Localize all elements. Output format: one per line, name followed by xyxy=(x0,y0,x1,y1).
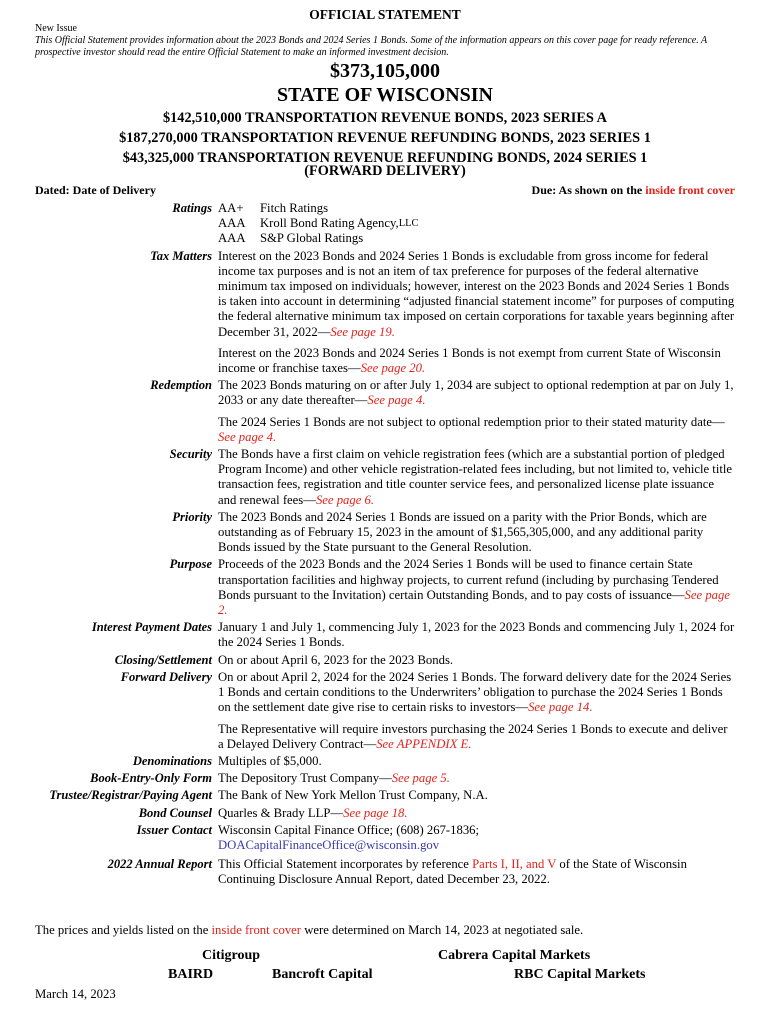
interest-dates-label: Interest Payment Dates xyxy=(91,620,212,635)
appendix-e-link[interactable]: See APPENDIX E. xyxy=(376,736,472,751)
purpose-value xyxy=(218,557,735,618)
tax-text: Interest on the 2023 Bonds and 2024 Series 1 Bonds is excludable from gross income for federal income tax purposes and is not an item of tax preference for purposes of the federal alternative minimum tax imposed on individuals; however, interest on the 2023 Bonds and 2024 Series 1 Bonds is taken into account in determining “adjusted financial statement income” for purposes of computing the federal alternative minimum tax imposed on certain corporations for taxable years beginning after December 31, 2022— xyxy=(218,248,735,339)
denominations-value: Multiples of $5,000. xyxy=(218,753,322,768)
book-entry-row xyxy=(20,771,735,786)
forward-delivery-row xyxy=(20,670,735,752)
tax-state-text: Interest on the 2023 Bonds and 2024 Series 1 Bonds is not exempt from current State of Wisconsin income or franchise taxes— xyxy=(218,345,721,376)
rating-item xyxy=(218,231,735,246)
bond-counsel-label: Bond Counsel xyxy=(138,805,212,820)
statement-date: March 14, 2023 xyxy=(35,987,116,1001)
total-amount: $373,105,000 xyxy=(330,60,440,82)
denominations-row xyxy=(20,754,735,769)
interest-dates-row xyxy=(20,620,735,650)
issuer-contact-text: Wisconsin Capital Finance Office; (608) 267-1836; xyxy=(218,822,480,837)
annual-report-label: 2022 Annual Report xyxy=(107,857,212,872)
series-list xyxy=(0,108,770,168)
trustee-value: The Bank of New York Mellon Trust Company, N.A. xyxy=(218,788,488,803)
rating-agency: Kroll Bond Rating Agency, xyxy=(260,216,399,231)
annual-report-row xyxy=(20,857,735,887)
prices-yields-note xyxy=(35,923,583,938)
forward-delivery-page-link[interactable]: See page 14 xyxy=(528,700,590,715)
purpose-page-link[interactable]: See page 2. xyxy=(218,587,730,618)
series-item: $142,510,000 TRANSPORTATION REVENUE BONDS, 2023 SERIES A xyxy=(163,110,607,126)
rating-agency: S&P Global Ratings xyxy=(260,231,364,246)
issuer-contact-row xyxy=(20,823,735,853)
forward-delivery-label: Forward Delivery xyxy=(120,669,212,684)
rating-item xyxy=(218,216,735,231)
denominations-label: Denominations xyxy=(132,753,212,768)
series-item: $43,325,000 TRANSPORTATION REVENUE REFUNDING BONDS, 2024 SERIES 1 xyxy=(122,150,648,166)
annual-report-text: This Official Statement incorporates by reference xyxy=(218,857,473,872)
document-title: OFFICIAL STATEMENT xyxy=(309,7,461,22)
ratings-row xyxy=(20,201,735,247)
annual-report-text-end: of the State of Wisconsin Continuing Disclosure Annual Report, dated December 23, 2022. xyxy=(218,857,687,887)
book-entry-text: The Depository Trust Company— xyxy=(218,771,392,786)
tax-matters-value xyxy=(218,249,735,377)
interest-dates-value: January 1 and July 1, commencing July 1, 2023 for the 2023 Bonds and commencing July 1, 2024 for the 2024 Series 1 Bonds. xyxy=(218,620,735,650)
issuer-email-link[interactable]: DOACapitalFinanceOffice@wisconsin.gov xyxy=(218,837,440,852)
closing-label: Closing/Settlement xyxy=(114,652,212,667)
annual-report-value xyxy=(218,857,735,887)
security-page-link[interactable]: See page 6. xyxy=(315,492,375,507)
rating-grade: AAA xyxy=(218,231,246,246)
ratings-label: Ratings xyxy=(172,201,212,215)
trustee-row xyxy=(20,788,735,803)
tax-matters-label: Tax Matters xyxy=(150,248,212,263)
priority-row xyxy=(20,510,735,556)
due-line xyxy=(532,183,735,198)
closing-row xyxy=(20,653,735,668)
book-entry-page-link[interactable]: See page 5. xyxy=(391,771,450,786)
cover-note: This Official Statement provides information about the 2023 Bonds and 2024 Series 1 Bonds. Some of the information appears on this cover page for ready reference. A prospective investor should read the entire Official Statement to make an informed investment decision. xyxy=(35,35,707,58)
security-value xyxy=(218,447,735,508)
forward-delivery-period: . xyxy=(589,700,593,715)
due-prefix: Due: As shown on the xyxy=(531,183,646,197)
terms-table xyxy=(20,201,735,890)
redemption-2024-page-link[interactable]: See page 4. xyxy=(218,429,277,444)
rating-grade: AA+ xyxy=(218,201,244,215)
tax-matters-row xyxy=(20,249,735,377)
underwriter-bancroft: Bancroft Capital xyxy=(272,967,373,982)
underwriter-cabrera: Cabrera Capital Markets xyxy=(438,948,591,963)
purpose-text: Proceeds of the 2023 Bonds and the 2024 Series 1 Bonds will be used to finance certain State transportation facilities and highway projects, to current refund (including by purchasing Tendered Bonds pursuant to the Invitation) certain Outstanding Bonds, and to pay costs of issuance— xyxy=(218,557,719,602)
purpose-row xyxy=(20,557,735,618)
redemption-row xyxy=(20,378,735,445)
redemption-value xyxy=(218,378,735,445)
underwriter-rbc: RBC Capital Markets xyxy=(514,967,646,982)
bond-counsel-text: Quarles & Brady LLP— xyxy=(218,805,344,820)
security-label: Security xyxy=(169,447,212,462)
dated-line: Dated: Date of Delivery xyxy=(35,183,156,197)
underwriter-citigroup: Citigroup xyxy=(202,948,261,963)
forward-delivery-text: On or about April 2, 2024 for the 2024 Series 1 Bonds. The forward delivery date for the 2024 Series 1 Bonds and certain conditions to the Underwriters’ obligation to purchase the 2024 Series 1 Bonds on the settlement date give rise to certain risks to investors— xyxy=(218,669,732,715)
issuer-name: STATE OF WISCONSIN xyxy=(277,84,493,106)
redemption-page-link[interactable]: See page 4. xyxy=(367,393,426,408)
prices-inside-front-cover-link[interactable]: inside front cover xyxy=(211,923,302,937)
ratings-value xyxy=(218,201,735,247)
series-item: $187,270,000 TRANSPORTATION REVENUE REFUNDING BONDS, 2023 SERIES 1 xyxy=(119,130,651,146)
security-row xyxy=(20,447,735,508)
security-text: The Bonds have a first claim on vehicle registration fees (which are a substantial portion of pledged Program Income) and other vehicle registration-related fees including, but not limited to, vehicle title transaction fees, registration and title counter service fees, and personalized license plate issuance and renewal fees— xyxy=(218,447,733,507)
book-entry-label: Book-Entry-Only Form xyxy=(90,771,212,786)
trustee-label: Trustee/Registrar/Paying Agent xyxy=(49,788,212,803)
book-entry-value xyxy=(218,771,735,786)
rating-grade: AAA xyxy=(218,216,246,231)
delayed-delivery-text: The Representative will require investors purchasing the 2024 Series 1 Bonds to execute and deliver a Delayed Delivery Contract— xyxy=(218,721,728,751)
forward-delivery-heading: (FORWARD DELIVERY) xyxy=(304,163,466,179)
bond-counsel-value xyxy=(218,806,735,821)
closing-value: On or about April 6, 2023 for the 2023 Bonds. xyxy=(218,652,454,667)
redemption-text: The 2023 Bonds maturing on or after July 1, 2034 are subject to optional redemption at par on July 1, 2033 or any date thereafter— xyxy=(218,378,734,408)
priority-value: The 2023 Bonds and 2024 Series 1 Bonds are issued on a parity with the Prior Bonds, which are outstanding as of February 15, 2023 in the amount of $1,565,305,000, and any additional parity Bonds issued by the State pursuant to the General Resolution. xyxy=(218,509,707,555)
prices-text-end: were determined on March 14, 2023 at negotiated sale. xyxy=(301,923,584,937)
redemption-label: Redemption xyxy=(150,378,212,393)
bond-counsel-page-link[interactable]: See page 18. xyxy=(343,805,408,820)
rating-item xyxy=(218,201,735,216)
issuer-contact-label: Issuer Contact xyxy=(136,822,212,837)
tax-page-link[interactable]: See page 19. xyxy=(330,324,395,339)
tax-state-page-link[interactable]: See page 20. xyxy=(360,361,426,376)
rating-agency-suffix: LLC xyxy=(398,218,419,230)
new-issue-label: New Issue xyxy=(35,23,77,34)
prices-text: The prices and yields listed on the xyxy=(35,923,212,937)
purpose-label: Purpose xyxy=(169,557,212,572)
bond-counsel-row xyxy=(20,806,735,821)
redemption-2024-text: The 2024 Series 1 Bonds are not subject to optional redemption prior to their stated maturity date— xyxy=(218,414,725,429)
forward-delivery-value xyxy=(218,670,735,752)
due-inside-front-cover-link[interactable]: inside front cover xyxy=(645,183,735,197)
rating-agency: Fitch Ratings xyxy=(260,201,329,215)
annual-report-parts-link[interactable]: Parts I, II, and V xyxy=(472,857,557,872)
issuer-contact-value xyxy=(218,823,735,853)
underwriter-baird: BAIRD xyxy=(168,967,214,982)
priority-label: Priority xyxy=(172,509,212,524)
